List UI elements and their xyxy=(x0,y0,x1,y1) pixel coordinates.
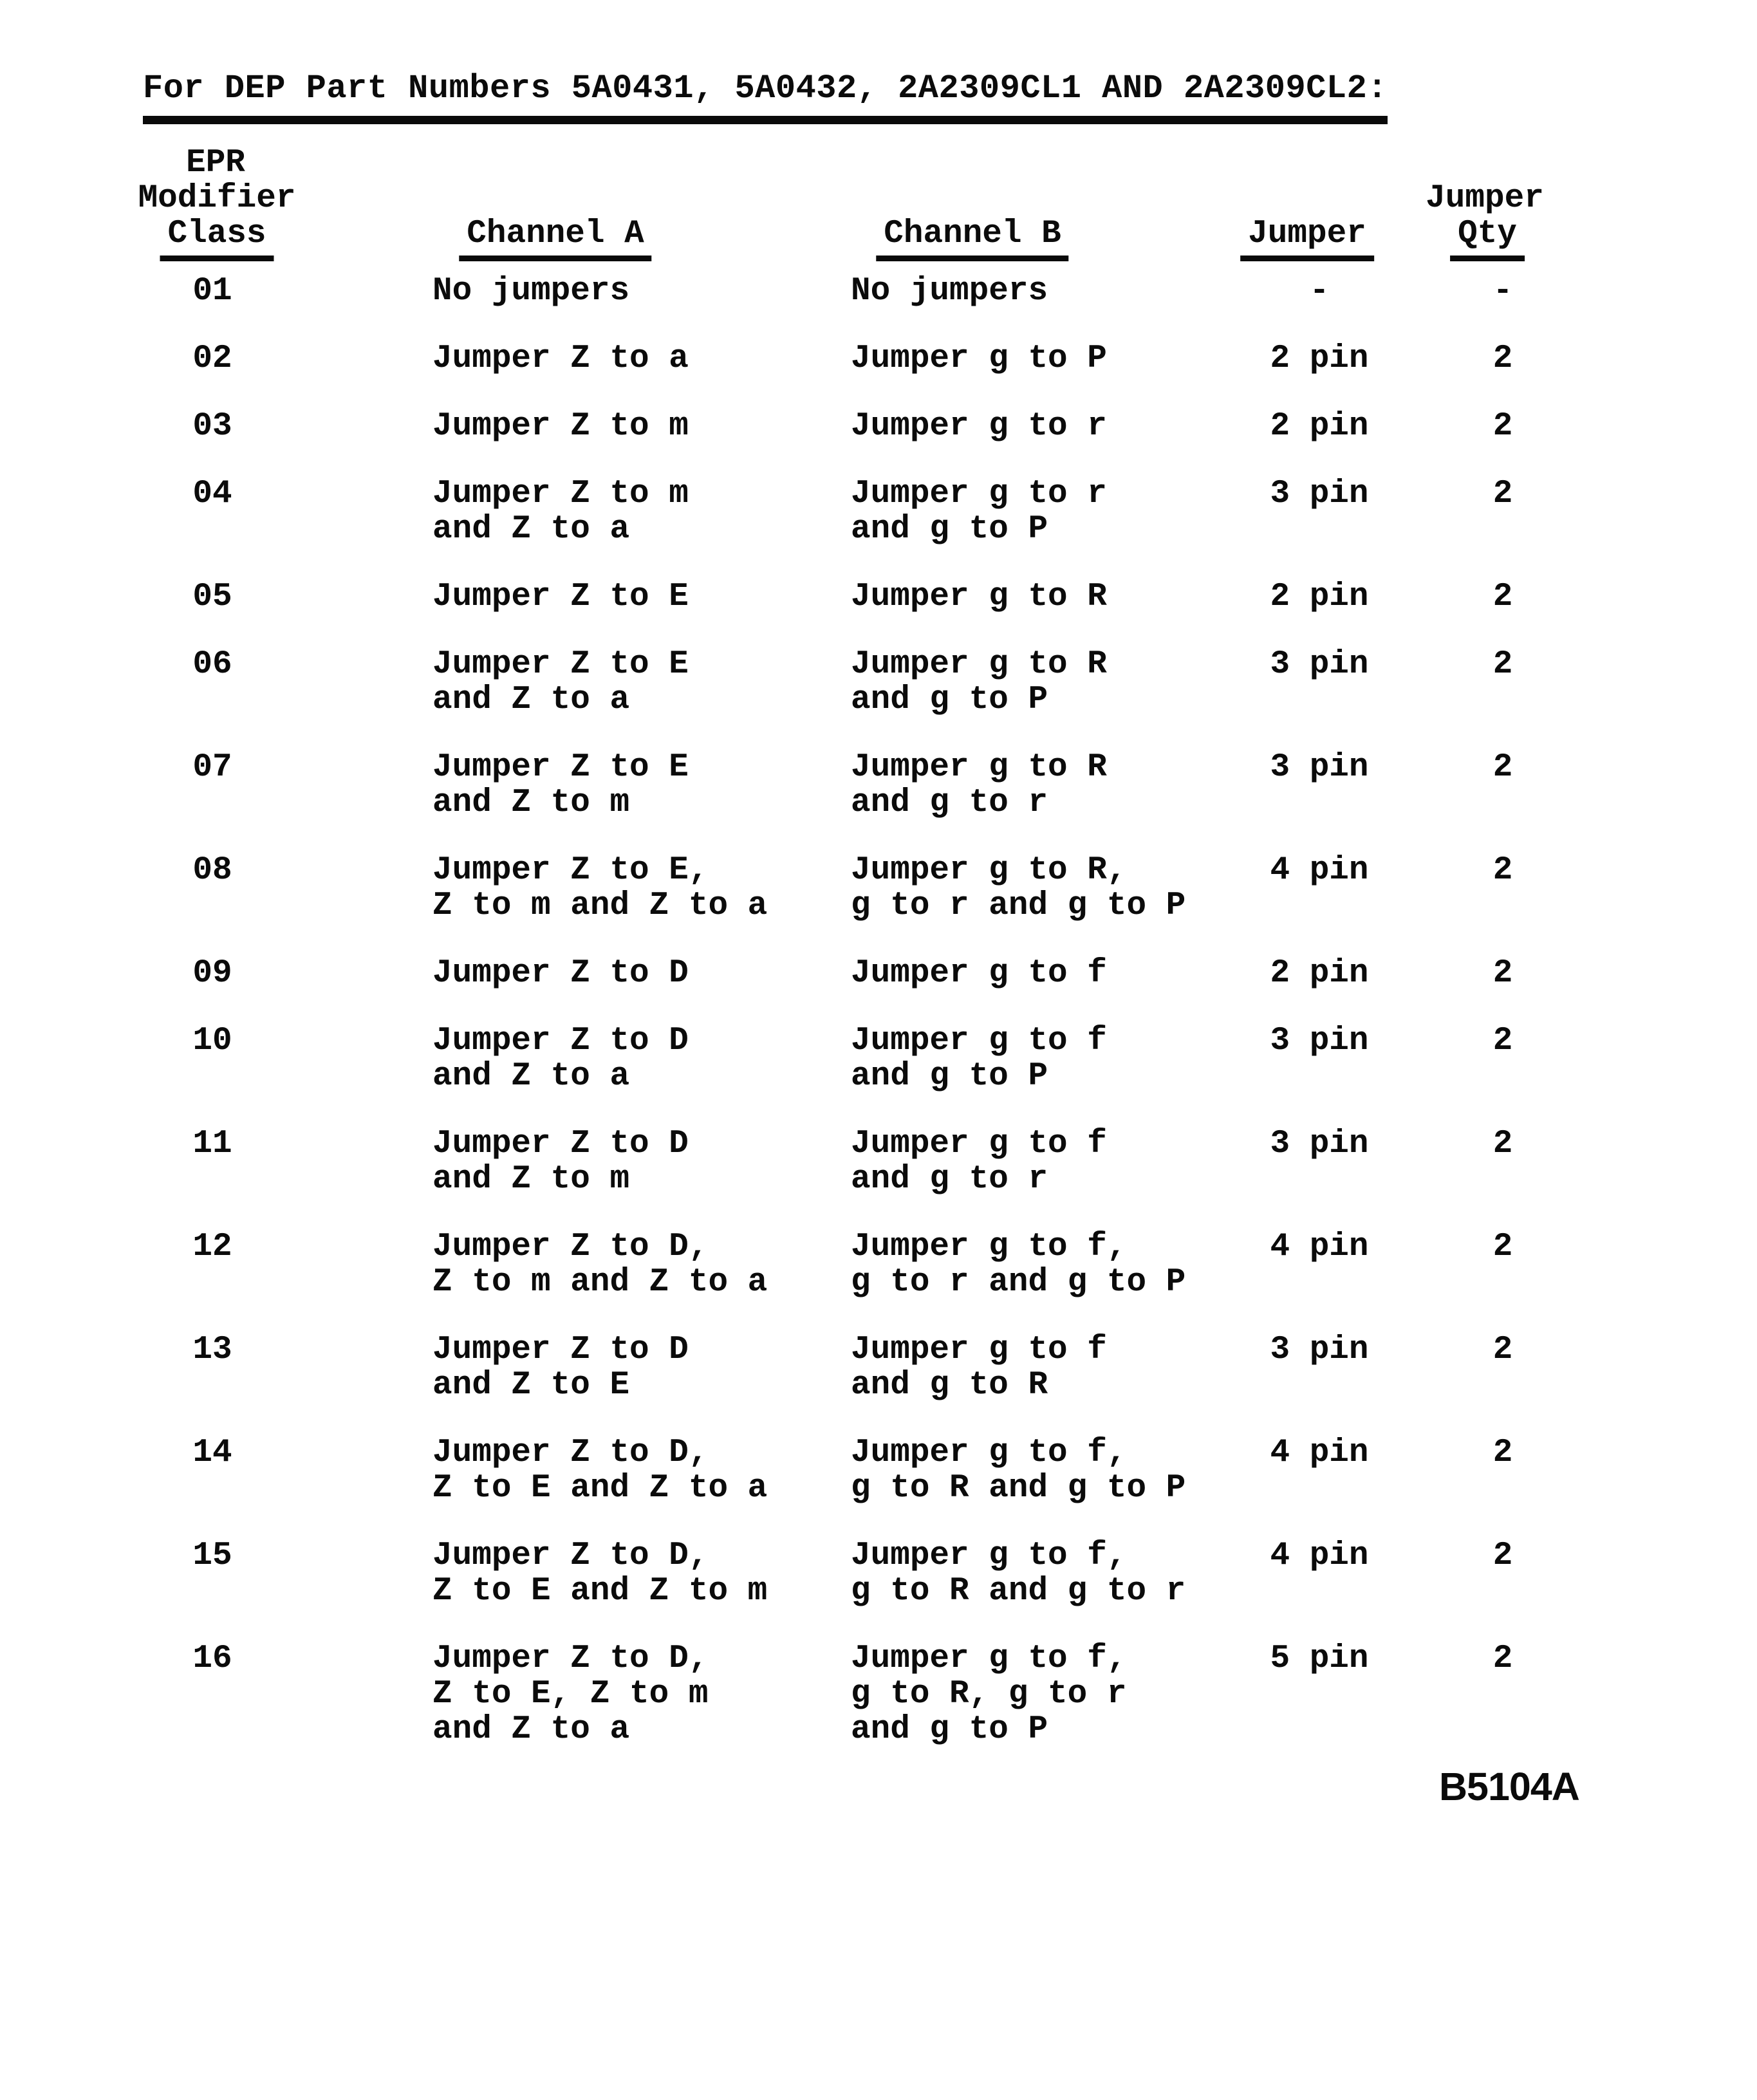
cell-channel-b: Jumper g to f, g to R, g to r and g to P xyxy=(851,1640,1127,1748)
cell-channel-b: Jumper g to R, g to r and g to P xyxy=(851,852,1186,924)
table-row xyxy=(154,647,1570,718)
cell-channel-b: Jumper g to r xyxy=(851,408,1107,445)
cell-channel-a: Jumper Z to E and Z to m xyxy=(432,749,689,821)
column-header-jumper-label: Jumper xyxy=(1240,216,1374,261)
cell-jumper: 4 pin xyxy=(1270,1538,1369,1574)
cell-qty: 2 xyxy=(1492,1435,1513,1471)
column-header-jumper-qty-line1: Jumper xyxy=(1426,180,1544,217)
cell-jumper: 3 pin xyxy=(1270,1332,1369,1368)
table-row xyxy=(154,274,1570,309)
cell-qty: - xyxy=(1492,273,1513,310)
cell-channel-b: Jumper g to f, g to r and g to P xyxy=(851,1229,1186,1301)
cell-jumper: 5 pin xyxy=(1270,1640,1369,1677)
cell-class: 10 xyxy=(192,1023,232,1059)
column-header-channel-b xyxy=(876,216,1068,252)
cell-qty: 2 xyxy=(1492,955,1513,992)
cell-qty: 2 xyxy=(1492,1538,1513,1574)
column-header-channel-a xyxy=(459,216,651,252)
cell-qty: 2 xyxy=(1492,408,1513,445)
table-row xyxy=(154,853,1570,924)
cell-channel-b: Jumper g to P xyxy=(851,340,1107,377)
cell-jumper: - xyxy=(1309,273,1330,310)
cell-jumper: 2 pin xyxy=(1270,408,1369,445)
cell-jumper: 4 pin xyxy=(1270,852,1369,889)
cell-class: 16 xyxy=(192,1640,232,1677)
cell-class: 14 xyxy=(192,1435,232,1471)
cell-jumper: 3 pin xyxy=(1270,1023,1369,1059)
column-header-class-line1: EPR xyxy=(186,145,245,181)
cell-channel-b: Jumper g to R and g to P xyxy=(851,646,1107,718)
table-row xyxy=(154,1023,1570,1094)
cell-jumper: 2 pin xyxy=(1270,955,1369,992)
cell-jumper: 3 pin xyxy=(1270,749,1369,786)
cell-class: 04 xyxy=(192,476,232,512)
cell-jumper: 3 pin xyxy=(1270,1126,1369,1162)
column-header-class-line2: Modifier xyxy=(138,180,296,217)
table-row xyxy=(154,1332,1570,1403)
cell-class: 11 xyxy=(192,1126,232,1162)
column-header-channel-a-label: Channel A xyxy=(459,216,651,261)
table-row xyxy=(154,476,1570,547)
cell-channel-a: Jumper Z to D and Z to E xyxy=(432,1332,689,1404)
cell-class: 13 xyxy=(192,1332,232,1368)
table-row xyxy=(154,1641,1570,1747)
cell-channel-a: Jumper Z to D, Z to m and Z to a xyxy=(432,1229,768,1301)
cell-channel-b: Jumper g to f, g to R and g to r xyxy=(851,1538,1186,1610)
cell-channel-a: Jumper Z to D, Z to E and Z to m xyxy=(432,1538,768,1610)
table-row xyxy=(154,956,1570,991)
column-header-class-line3 xyxy=(160,216,274,252)
column-header-channel-b-label: Channel B xyxy=(876,216,1068,261)
table-row xyxy=(154,1126,1570,1197)
cell-jumper: 3 pin xyxy=(1270,646,1369,683)
cell-qty: 2 xyxy=(1492,340,1513,377)
cell-qty: 2 xyxy=(1492,1023,1513,1059)
cell-jumper: 3 pin xyxy=(1270,476,1369,512)
cell-channel-b: Jumper g to f and g to r xyxy=(851,1126,1107,1198)
cell-channel-a: Jumper Z to E and Z to a xyxy=(432,646,689,718)
table-row xyxy=(154,409,1570,444)
table-row xyxy=(154,341,1570,376)
cell-jumper: 2 pin xyxy=(1270,579,1369,615)
column-header-class-underline: Class xyxy=(160,216,274,261)
cell-channel-a: No jumpers xyxy=(432,273,630,310)
cell-class: 15 xyxy=(192,1538,232,1574)
cell-channel-b: Jumper g to f and g to R xyxy=(851,1332,1107,1404)
cell-class: 03 xyxy=(192,408,232,445)
cell-jumper: 2 pin xyxy=(1270,340,1369,377)
cell-jumper: 4 pin xyxy=(1270,1229,1369,1265)
cell-channel-a: Jumper Z to D and Z to m xyxy=(432,1126,689,1198)
cell-class: 12 xyxy=(192,1229,232,1265)
cell-qty: 2 xyxy=(1492,1332,1513,1368)
jumper-configuration-table xyxy=(154,274,1570,1779)
column-header-jumper xyxy=(1240,216,1374,252)
cell-channel-a: Jumper Z to E, Z to m and Z to a xyxy=(432,852,768,924)
cell-qty: 2 xyxy=(1492,852,1513,889)
cell-channel-a: Jumper Z to E xyxy=(432,579,689,615)
cell-class: 02 xyxy=(192,340,232,377)
table-row xyxy=(154,579,1570,615)
cell-channel-a: Jumper Z to a xyxy=(432,340,689,377)
cell-channel-b: Jumper g to r and g to P xyxy=(851,476,1107,548)
table-row xyxy=(154,1435,1570,1506)
table-row xyxy=(154,1538,1570,1609)
cell-class: 07 xyxy=(192,749,232,786)
cell-qty: 2 xyxy=(1492,476,1513,512)
document-title: For DEP Part Numbers 5A0431, 5A0432, 2A2309CL1 AND 2A2309CL2: xyxy=(143,68,1388,124)
table-row xyxy=(154,750,1570,821)
cell-channel-a: Jumper Z to D xyxy=(432,955,689,992)
cell-channel-b: Jumper g to f xyxy=(851,955,1107,992)
cell-qty: 2 xyxy=(1492,1229,1513,1265)
cell-channel-b: Jumper g to R and g to r xyxy=(851,749,1107,821)
cell-qty: 2 xyxy=(1492,749,1513,786)
cell-channel-b: No jumpers xyxy=(851,273,1048,310)
cell-qty: 2 xyxy=(1492,1126,1513,1162)
column-header-jumper-qty-label: Qty xyxy=(1450,216,1525,261)
cell-qty: 2 xyxy=(1492,579,1513,615)
table-row xyxy=(154,1229,1570,1300)
cell-channel-b: Jumper g to f and g to P xyxy=(851,1023,1107,1095)
cell-jumper: 4 pin xyxy=(1270,1435,1369,1471)
cell-channel-a: Jumper Z to D and Z to a xyxy=(432,1023,689,1095)
cell-class: 05 xyxy=(192,579,232,615)
cell-class: 01 xyxy=(192,273,232,310)
cell-class: 08 xyxy=(192,852,232,889)
cell-class: 09 xyxy=(192,955,232,992)
cell-channel-a: Jumper Z to D, Z to E and Z to a xyxy=(432,1435,768,1507)
cell-channel-a: Jumper Z to m xyxy=(432,408,689,445)
cell-channel-b: Jumper g to f, g to R and g to P xyxy=(851,1435,1186,1507)
cell-qty: 2 xyxy=(1492,1640,1513,1677)
cell-class: 06 xyxy=(192,646,232,683)
column-header-jumper-qty-line2 xyxy=(1450,216,1525,252)
cell-channel-a: Jumper Z to m and Z to a xyxy=(432,476,689,548)
cell-channel-a: Jumper Z to D, Z to E, Z to m and Z to a xyxy=(432,1640,709,1748)
cell-qty: 2 xyxy=(1492,646,1513,683)
figure-label: B5104A xyxy=(1439,1765,1579,1808)
cell-channel-b: Jumper g to R xyxy=(851,579,1107,615)
